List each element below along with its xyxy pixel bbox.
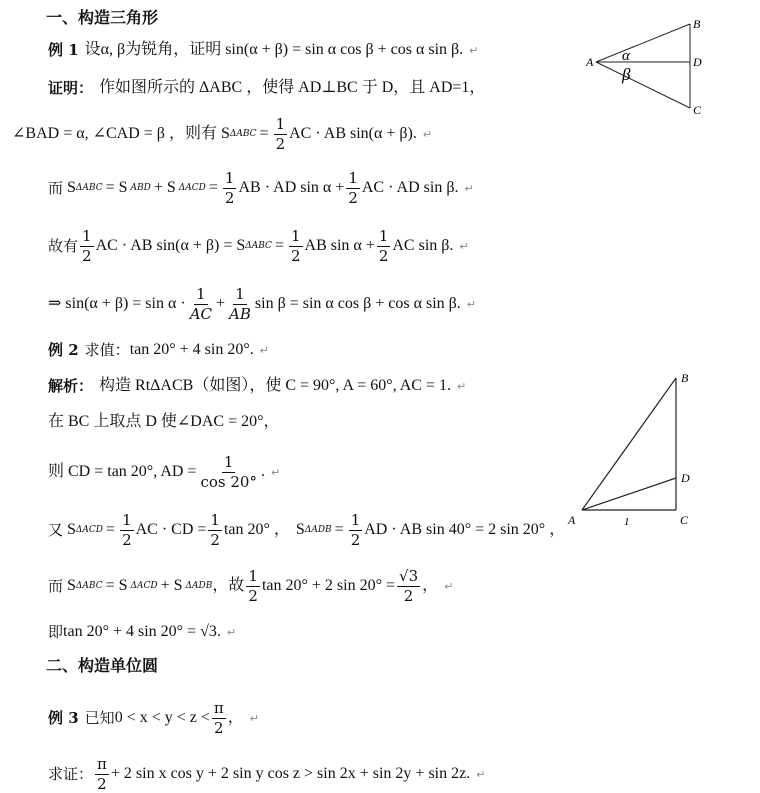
vertex-d-label: D xyxy=(681,471,690,485)
angle-alpha-label: α xyxy=(622,48,630,64)
section-heading-1: 一、构造三角形 xyxy=(46,8,159,27)
example-1-statement: 例 1 设α, β为锐角，证明 sin(α + β) = sin α cos β + cos α sin β. ↵ xyxy=(48,40,479,59)
example-3-statement: 例 3 已知 0 < x < y < z < $\frac{\pi}{2}$ ， ↵ xyxy=(48,699,259,737)
example-2-line-4: 又 S ΔACD = $\frac{1}{2}$ AC · CD = $\frac{1}{2}$ tan 20° ， S ΔADB = $\frac{1}{2}$ AD · AB sin 40° = 2 sin 20° ， xyxy=(48,511,566,549)
side-ac-label: 1 xyxy=(624,516,630,528)
example-1-area-sum: 而 S ΔABC = S ABD + S ΔACD = $\frac{1}{2}$ AB · AD sin α + $\frac{1}{2}$ AC · AD sin β. ↵ xyxy=(48,169,474,207)
example-2-analysis: 解析： 构造 RtΔACB（如图），使 C = 90°, A = 60°, AC = 1. ↵ xyxy=(48,376,467,395)
vertex-b-label: B xyxy=(693,17,701,31)
vertex-b-label: B xyxy=(681,371,689,385)
angle-beta-label: β xyxy=(622,65,631,84)
example-2-result: 即 tan 20° + 4 sin 20° = √3. ↵ xyxy=(48,622,237,641)
vertex-c-label: C xyxy=(680,513,689,527)
section-heading-2: 二、构造单位圆 xyxy=(46,656,159,675)
example-3-proof: 求证： $\frac{\pi}{2}$ + 2 sin x cos y + 2 sin y cos z > sin 2x + sin 2y + sin 2z. ↵ xyxy=(48,755,486,793)
example-1-proof-line-2: ∠BAD = α, ∠CAD = β ，则有 S ΔABC = $\frac{1}{2}$ AC · AB sin(α + β). ↵ xyxy=(12,115,433,153)
example-2-line-3: 则 CD = tan 20°, AD = $\frac{1}{\cos 20^\circ}$ . ↵ xyxy=(48,453,281,491)
example-2-line-2: 在 BC 上取点 D 使∠DAC = 20°， xyxy=(48,413,280,430)
triangle-diagram-1 xyxy=(582,14,712,118)
triangle-diagram-2 xyxy=(564,368,704,534)
vertex-c-label: C xyxy=(693,103,702,117)
vertex-d-label: D xyxy=(693,55,702,69)
vertex-a-label: A xyxy=(568,513,576,527)
example-1-therefore: 故有 $\frac{1}{2}$ AC · AB sin(α + β) = S ΔABC = $\frac{1}{2}$ AB sin α + $\frac{1}{2}$ AC sin β. ↵ xyxy=(48,227,469,265)
vertex-a-label: A xyxy=(586,55,594,69)
fraction-half: $\frac{1}{2}$ xyxy=(275,115,286,153)
example-2-line-5: 而 S ΔABC = S ΔACD + S ΔADB ，故 $\frac{1}{2}$ tan 20° + 2 sin 20° = $\frac{√3}{2}$ ， ↵ xyxy=(48,567,454,605)
example-1-conclusion: ⇒ sin(α + β) = sin α · $\frac{1}{AC}$ + $\frac{1}{AB}$ sin β = sin α cos β + cos α sin β. ↵ xyxy=(48,285,477,323)
example-2-statement: 例 2 求值： tan 20° + 4 sin 20°. ↵ xyxy=(48,340,269,359)
example-1-proof-line-1: 证明： 作如图所示的 ΔABC ，使得 AD⊥BC 于 D，且 AD=1， xyxy=(48,78,486,97)
